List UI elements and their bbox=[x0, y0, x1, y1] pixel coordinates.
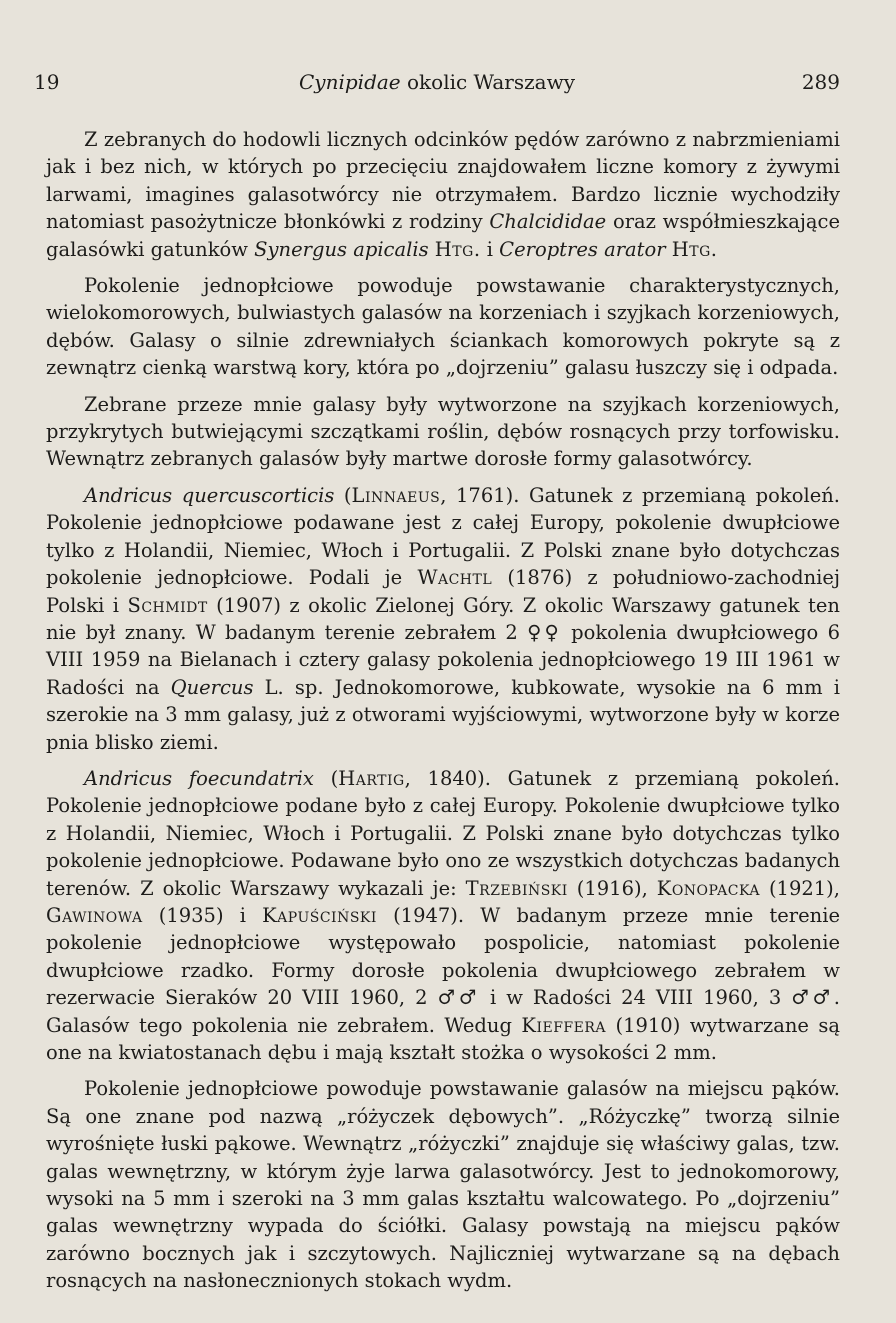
taxon-name: Quercus bbox=[170, 675, 254, 699]
running-title-rest: okolic Warszawy bbox=[400, 70, 575, 94]
paragraph-5 bbox=[46, 765, 840, 1066]
taxon-name: Chalcididae bbox=[489, 210, 607, 234]
running-title-taxon: Cynipidae bbox=[299, 70, 401, 94]
text-run: Z zebranych do hodowli licznych odcinków pędów zarówno z nabrzmieniami jak i bez nich, w których po przecięciu znajdowałem liczne komory z żywymi larwami, imagines galasotwórcy nie otrzymałem. Bardzo licznie wychodziły natomiast pasożytnicze błonkówki z rodziny bbox=[46, 128, 840, 234]
text-run: (1921), bbox=[760, 876, 840, 900]
taxon-name: Synergus apicalis bbox=[254, 237, 429, 261]
author-name: Wachtl bbox=[417, 566, 493, 590]
text-run: ( bbox=[313, 766, 339, 790]
author-name: Gawinowa bbox=[46, 903, 143, 927]
paragraph-3 bbox=[46, 391, 840, 473]
text-run: Pokolenie jednopłciowe powoduje powstawanie charakterystycznych, wielokomorowych, bulwiastych galasów na korzeniach i szyjkach korzeniowych, dębów. Galasy o silnie zdrewniałych ściankach komorowych pokryte są z zewnątrz cienką warstwą kory, która po „dojrzeniu” galasu łuszczy się i odpada. bbox=[46, 274, 840, 380]
paragraph-1 bbox=[46, 126, 840, 263]
author-name: Trzebiński bbox=[465, 876, 568, 900]
text-run: oraz współmieszkające galasówki gatunków bbox=[46, 210, 840, 261]
author-name: Hartig bbox=[338, 766, 405, 790]
text-run: i bbox=[480, 237, 500, 261]
author-name: Htg. bbox=[671, 237, 718, 261]
text-run: L. sp. Jednokomorowe, kubkowate, wysokie na 6 mm i szerokie na 3 mm galasy, już z otworami wyjściowymi, wytworzone były w korze pnia blisko ziemi. bbox=[46, 675, 840, 754]
text-run: (1916), bbox=[567, 876, 657, 900]
author-name: Htg. bbox=[434, 237, 481, 261]
paragraph-6 bbox=[46, 1075, 840, 1294]
running-title bbox=[34, 70, 840, 94]
text-run: (1935) i bbox=[142, 903, 263, 927]
text-run: Zebrane przeze mnie galasy były wytworzone na szyjkach korzeniowych, przykrytych butwiejącymi szczątkami roślin, dębów rosnących przy torfowisku. Wewnątrz zebranych galasów były martwe dorosłe formy galasotwórcy. bbox=[46, 392, 840, 471]
text-run: Pokolenie jednopłciowe powoduje powstawanie galasów na miejscu pąków. Są one znane pod nazwą „różyczek dębowych”. „Różyczkę” tworzą silnie wyrośnięte łuski pąkowe. Wewnątrz „różyczki” znajduje się właściwy galas, tzw. galas wewnętrzny, w którym żyje larwa galasotwórcy. Jest to jednokomorowy, wysoki na 5 mm i szeroki na 3 mm galas kształtu walcowatego. Po „dojrzeniu” galas wewnętrzny wypada do ściółki. Galasy powstają na miejscu pąków zarówno bocznych jak i szczytowych. Najliczniej wytwarzane są na dębach rosnących na nasłonecznionych stokach wydm. bbox=[46, 1077, 840, 1293]
author-name: Konopacka bbox=[656, 876, 760, 900]
author-name: Kapuściński bbox=[262, 903, 377, 927]
species-heading: Andricus quercuscorticis bbox=[84, 483, 335, 507]
text-run: (1910) wytwarzane są one na kwiatostanach dębu i mają kształt stożka o wysokości 2 mm. bbox=[46, 1013, 841, 1064]
text-run: , 1840). Gatunek z przemianą pokoleń. Pokolenie jednopłciowe podane było z całej Europy. Pokolenie dwupłciowe tylko z Holandii, Niemiec, Włoch i Portugalii. Z Polski znane było dotychczas tylko pokolenie jednopłciowe. Podawane było ono ze wszystkich dotychczas badanych terenów. Z okolic Warszawy wykazali je: bbox=[46, 766, 841, 900]
author-name: Schmidt bbox=[127, 593, 208, 617]
paragraph-4 bbox=[46, 482, 840, 756]
body-text bbox=[46, 126, 840, 1295]
paragraph-2 bbox=[46, 272, 840, 382]
species-heading: Andricus foecundatrix bbox=[84, 766, 314, 790]
author-name: Linnaeus bbox=[351, 483, 441, 507]
running-header bbox=[34, 70, 840, 100]
text-run: , 1761). Gatunek z przemianą pokoleń. Pokolenie jednopłciowe podawane jest z całej Europy, pokolenie dwupłciowe tylko z Holandii, Niemiec, Włoch i Portugalii. Z Polski znane było dotychczas pokolenie jednopłciowe. Podali je bbox=[46, 483, 840, 590]
author-name: Kieffera bbox=[521, 1013, 607, 1037]
text-run: (1907) z okolic Zielonej Góry. Z okolic Warszawy gatunek ten nie był znany. W badanym terenie zebrałem 2 ♀♀ pokolenia dwupłciowego 6 VIII 1959 na Bielanach i cztery galasy pokolenia jednopłciowego 19 III 1961 w Radości na bbox=[46, 593, 840, 699]
text-run: (1876) z południowo-zachodniej Polski i bbox=[46, 566, 840, 617]
issue-number: 19 bbox=[34, 70, 60, 94]
page-number: 289 bbox=[801, 70, 840, 94]
text-run: ( bbox=[334, 483, 352, 507]
text-run: (1947). W badanym przeze mnie terenie pokolenie jednopłciowe występowało pospolicie, natomiast pokolenie dwupłciowe rzadko. Formy dorosłe pokolenia dwupłciowego zebrałem w rezerwacie Sieraków 20 VIII 1960, 2 ♂♂ i w Radości 24 VIII 1960, 3 ♂♂. Galasów tego pokolenia nie zebrałem. Wedug bbox=[46, 903, 840, 1037]
taxon-name: Ceroptres arator bbox=[499, 237, 666, 261]
